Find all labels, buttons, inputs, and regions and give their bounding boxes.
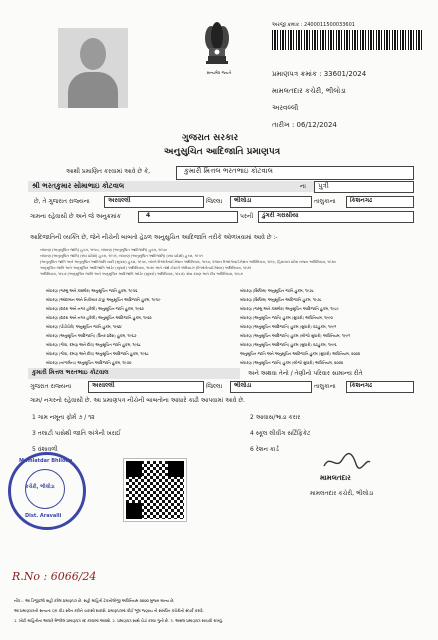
applicant-photo: [58, 28, 128, 108]
relation-value: પુત્રી: [318, 182, 329, 190]
application-number: અરજી ક્રમાંક : 2400011500033601: [272, 22, 355, 28]
father-name: શ્રી ભરતકુમાર સોમાભાઇ કોટવાલ: [32, 182, 125, 190]
relation-box: [314, 181, 414, 193]
certificate-number: પ્રમાણપત્ર ક્રમાંક : 33601/2024: [272, 70, 367, 78]
taluka-label-2: તાલુકાના: [314, 383, 336, 390]
seal-center-text: કચેરી, ભીલોડા: [25, 484, 55, 490]
taluka-value-2: ભીલોડા: [234, 382, 252, 389]
declaration-text: આદિજાતિની વ્યક્તિ છે, જેને નીચેની બાબતો હેઠળ અનુસુચિત આદિજાતિ તરીકે ઓળખવામાં આવે છે :-: [30, 234, 278, 241]
signatory-office: મામલતદાર કચેરી, ભીલોડા: [310, 490, 374, 497]
signatory-title: મામલતદાર: [320, 474, 351, 482]
left-order: બંધારણ (ગોવા, દમણ અને દીવ) અનુસૂચિત આદિજાતિ હુકમ, ૧૯૬૮: [46, 351, 149, 356]
left-order: બંધારણ (ગોવા, દમણ અને દીવ) અનુસૂચિત જાતિ હુકમ, ૧૯૬૮: [46, 342, 141, 347]
issuing-office: મામલતદાર કચેરી, ભીલોડા: [272, 87, 346, 95]
right-order: બંધારણ (અનુસૂચિત જાતિ) હુકમ (બીજો સુધારો) અધિનિયમ, ૨૦૦૨: [240, 360, 344, 365]
document-item: 5 વંશાવળી: [32, 446, 58, 453]
footer-note: 1. ખોટી માહિતીના આધારે મેળવેલ પ્રમાણપત્ર રદ કરવામાં આવશે. 2. પ્રમાણપત્ર સાથે ચેડાં કરવા ગુનો છે. 3. અસલ પ્રમાણપત્ર સાચવી રાખવું.: [14, 618, 223, 623]
right-order: બંધારણ (અનુસૂચિત જાતિ) હુકમ (સુધારો) અધિનિયમ, ૧૯૯૦: [240, 315, 333, 320]
footer-note: નોંધ :- આ ડિજીટલી સહી કરેલ પ્રમાણપત્ર છે. સહી માહિતી ટેકનોલોજી અધિનિયમ ૨૦૦૦ મુજબ માન્ય છે.: [14, 598, 175, 603]
village-value-2: કિશનગઢ: [350, 382, 373, 389]
family-label: અને અથવા તેનો / તેણીનો પરિવાર સામાન્ય રીતે: [248, 370, 363, 377]
tribe-value: ડુંગરી ગરાસીયા: [262, 212, 299, 219]
village-value: કિશનગઢ: [350, 197, 373, 204]
taluka-value: ભીલોડા: [234, 197, 252, 204]
issuing-district: અરવલ્લી: [272, 104, 299, 112]
right-order: બંધારણ (અનુસૂચિત આદિજાતિ) હુકમ (સુધારો) વટહુકમ, ૧૯૯૬: [240, 342, 337, 347]
right-order: બંધારણ (સિક્કિમ) અનુસૂચિત આદિજાતિ હુકમ, ૧૯૭૮: [240, 297, 322, 302]
left-order: બંધારણ (દાદરા અને નગર હવેલી) અનુસૂચિત જાતિ હુકમ, ૧૯૬૨: [46, 306, 144, 311]
order-line: બંધારણ (અનુસૂચિત જાતિ) (સંઘ પ્રદેશો) હુકમ, ૧૯૫૧, બંધારણ (અનુસૂચિત આદિજાતિ) (સંઘ પ્રદેશો) હુકમ, ૧૯૫૧: [40, 254, 203, 258]
right-order: અનુસૂચિત જાતિ અને અનુસૂચિત આદિજાતિ હુકમ (સુધારો) અધિનિયમ, ૨૦૦૨: [240, 351, 361, 356]
state-emblem-icon: [194, 16, 240, 68]
document-item: 2 આવાસ/ભાડા કરાર: [250, 414, 301, 421]
state-label-2: ગુજરાત રાજ્યના: [30, 383, 72, 390]
applicant-name: કુમારી મિત્તલ ભરતભાઇ કોટવાલ: [184, 167, 273, 175]
order-line: અનુસૂચિત જાતિ અને અનુસૂચિત આદિજાતિ ઓર્ડર (સુધારો) અધિનિયમ, ૧૯૭૬ અને નોર્થ ઈસ્ટર્ન એરિયાઝ (રિઓર્ગનાઈઝેશન) અધિનિયમ, ૧૯૭૧: [40, 266, 252, 270]
order-line: (અનુસૂચિત જાતિ અને અનુસૂચિત આદિજાતિ યાદી (સુધારા) હુકમ, ૧૯૫૬, બોમ્બે રિઓર્ગનાઈઝેશન અધિનિયમ, ૧૯૬૦, પંજાબ રિઓર્ગનાઈઝેશન અધિનિયમ, ૧૯૬૬, હિમાચલ પ્રદેશ રાજ્ય અધિનિયમ, ૧૯૭૦: [40, 260, 336, 264]
serial-value: 4: [146, 212, 151, 219]
photo-body: [68, 72, 118, 108]
left-order: બંધારણ (જમ્મુ અને કાશ્મીર) અનુસૂચિત જાતિ હુકમ, ૧૯૫૬: [46, 288, 138, 293]
left-order: બંધારણ (અનુસૂચિત આદિજાતિ) (ઉત્તર પ્રદેશ) હુકમ, ૧૯૬૭: [46, 333, 137, 338]
handwritten-reference: R.No : 6066/24: [12, 570, 97, 583]
photo-head: [80, 38, 106, 70]
document-item: 4 સ્કૂલ લીવીંગ સર્ટિફિકેટ: [250, 430, 311, 437]
seal-top-text: Mamlatdar Bhiloda: [19, 458, 73, 464]
document-item: 1 ગામ નમૂના ફોર્મ ૭ / ૧૨: [32, 414, 95, 421]
left-order: બંધારણ (પોંડીચેરી) અનુસૂચિત જાતિ હુકમ, ૧૯૬૪: [46, 324, 122, 329]
government-title: ગુજરાત સરકાર: [182, 133, 239, 143]
left-order: બંધારણ (દાદરા અને નગર હવેલી) અનુસૂચિત આદિજાતિ હુકમ, ૧૯૬૨: [46, 315, 152, 320]
left-order: બંધારણ (નાગાલેન્ડ) અનુસૂચિત આદિજાતિ હુકમ, ૧૯૭૦: [46, 360, 132, 365]
right-order: બંધારણ (જમ્મુ અને કાશ્મીર) અનુસૂચિત આદિજાતિ હુકમ, ૧૯૮૯: [240, 306, 339, 311]
district-value-2: અરવલ્લી: [92, 382, 115, 389]
right-order: બંધારણ (અનુસૂચિત આદિજાતિ) હુકમ (બીજો સુધારો) અધિનિયમ, ૧૯૯૧: [240, 333, 351, 338]
state-label: છે, તે ગુજરાત રાજ્યના: [34, 198, 90, 205]
tribe-label: પરની: [240, 213, 254, 220]
resident-label: ગામના રહેવાસી છે અને જે અનુક્રમાંક: [30, 213, 121, 220]
document-item: 6 રેશન કાર્ડ: [250, 446, 279, 453]
footer-note: આ પ્રમાણપત્રની સત્યતા QR કોડ સ્કેન કરીને ચકાસી શકાશે. પ્રમાણપત્રમાં કોઈ ભૂલ જણાય તો સંબંધિત કચેરીનો સંપર્ક કરવો.: [14, 608, 204, 613]
district-label-2: જિલ્લા: [206, 383, 223, 390]
issue-date: તારીખ : 06/12/2024: [272, 121, 337, 129]
relation-label: ના: [300, 183, 306, 190]
barcode: [272, 30, 422, 50]
right-order: બંધારણ (અનુસૂચિત આદિજાતિ) હુકમ (સુધારો) વટહુકમ, ૧૯૯૧: [240, 324, 337, 329]
office-seal: [8, 452, 86, 530]
district-label: જિલ્લા: [206, 198, 223, 205]
taluka-label: તાલુકાના: [314, 198, 336, 205]
emblem-caption: સત્યમેવ જયતે: [206, 70, 232, 75]
order-line: બંધારણ (અનુસૂચિત જાતિ) હુકમ, ૧૯૫૦, બંધારણ (અનુસૂચિત આદિજાતિ) હુકમ, ૧૯૫૦: [40, 248, 167, 252]
seal-bottom-text: Dist. Aravalli: [25, 513, 62, 519]
certificate-title: અનુસુચિત આદિજાતિ પ્રમાણપત્ર: [164, 147, 281, 157]
officer-signature: [322, 450, 372, 472]
closing-text: ગામ/ નગરનો રહેવાસી છે. આ પ્રમાણપત્ર નીચેની બાબતોના આધારે કાઢી આપવામાં આવે છે.: [30, 397, 245, 404]
document-item: 3 તલાટી પાસેથી જાતિ અંગેની ખરાઈ: [32, 430, 121, 437]
serial-box: [138, 211, 238, 223]
right-order: બંધારણ (સિક્કિમ) અનુસૂચિત જાતિ હુકમ, ૧૯૭૮: [240, 288, 314, 293]
left-order: બંધારણ (આંદામાન અને નિકોબાર ટાપુ) અનુસૂચિત આદિજાતિ હુકમ, ૧૯૫૯: [46, 297, 161, 302]
verification-qr-code: [124, 459, 186, 521]
applicant-name-repeat: કુમારી મિત્તલ ભરતભાઇ કોટવાલ: [32, 369, 109, 376]
district-value: અરવલ્લી: [108, 197, 131, 204]
order-line: અધિનિયમ, ૧૯૮૭ (અનુસૂચિત જાતિ અને અનુસૂચિત આદિજાતિ ઓર્ડર (સુધારો) અધિનિયમ, ૧૯૮૭) ગોવા દમણ અને દીવ અધિનિયમ, ૧૯૮૭: [40, 272, 243, 276]
intro-text: આથી પ્રમાણિત કરવામાં આવે છે કે,: [66, 168, 151, 175]
